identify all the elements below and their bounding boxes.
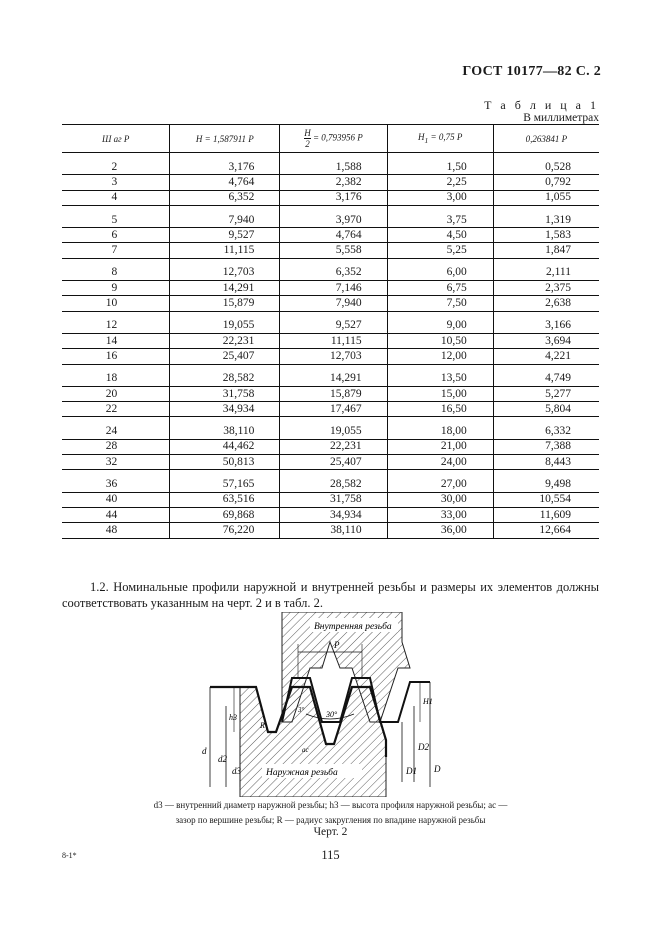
table-row <box>62 333 599 348</box>
table-cell: 19,055 <box>280 424 387 439</box>
table-row <box>62 319 599 334</box>
table-cell: 7,146 <box>280 281 387 296</box>
spacer-cell <box>493 364 599 372</box>
table-cell: 11,115 <box>280 333 387 348</box>
table-cell: 44,462 <box>170 439 280 454</box>
table-cell: 38,110 <box>170 424 280 439</box>
table-cell: 16 <box>62 349 170 364</box>
table-cell: 28 <box>62 439 170 454</box>
spacer-cell <box>62 311 170 319</box>
spacer-cell <box>170 153 280 161</box>
table-cell: 24 <box>62 424 170 439</box>
spacer-cell <box>493 311 599 319</box>
table-cell: 6,75 <box>387 281 493 296</box>
table-cell: 2,25 <box>387 175 493 190</box>
table-row <box>62 402 599 417</box>
table-cell: 3,166 <box>493 319 599 334</box>
dim-R: R <box>260 721 265 730</box>
table-cell: 48 <box>62 523 170 538</box>
table-cell: 8,443 <box>493 455 599 470</box>
table-cell: 38,110 <box>280 523 387 538</box>
table-cell: 10 <box>62 296 170 311</box>
document-reference: ГОСТ 10177—82 С. 2 <box>462 64 601 79</box>
table-cell: 22,231 <box>280 439 387 454</box>
angle-30: 30° <box>326 710 338 719</box>
spacer-cell <box>387 311 493 319</box>
table-row <box>62 507 599 522</box>
table-cell: 18,00 <box>387 424 493 439</box>
table-row <box>62 296 599 311</box>
table-cell: 3,694 <box>493 333 599 348</box>
table-row <box>62 372 599 387</box>
spacer-cell <box>170 417 280 425</box>
dim-d: d <box>202 746 207 756</box>
spacer-cell <box>170 311 280 319</box>
table-cell: 5,277 <box>493 386 599 401</box>
table-cell: 1,50 <box>387 160 493 175</box>
table-cell: 5,804 <box>493 402 599 417</box>
fraction: $\frac{H}{2}$ <box>304 128 311 149</box>
spacer-cell <box>62 153 170 161</box>
table-cell: 18 <box>62 372 170 387</box>
spacer-cell <box>280 258 387 266</box>
spacer-cell <box>280 364 387 372</box>
table-cell: 21,00 <box>387 439 493 454</box>
spacer-cell <box>493 205 599 213</box>
table-row <box>62 190 599 205</box>
table-cell: 34,934 <box>170 402 280 417</box>
table-cell: 3,176 <box>280 190 387 205</box>
table-cell: 16,50 <box>387 402 493 417</box>
spacer-cell <box>62 364 170 372</box>
spacer-cell <box>170 205 280 213</box>
group-spacer <box>62 364 599 372</box>
table-cell: 4,50 <box>387 228 493 243</box>
table-title: Т а б л и ц а 1 <box>484 98 599 112</box>
spacer-cell <box>170 364 280 372</box>
table-cell: 15,00 <box>387 386 493 401</box>
table-cell: 31,758 <box>280 492 387 507</box>
table-cell: 7,940 <box>170 213 280 228</box>
table-cell: 30,00 <box>387 492 493 507</box>
table-cell: 4,764 <box>170 175 280 190</box>
table-cell: 9 <box>62 281 170 296</box>
table-cell: 25,407 <box>280 455 387 470</box>
pitch-label: P <box>334 640 340 650</box>
table-row <box>62 386 599 401</box>
spacer-cell <box>493 153 599 161</box>
table-cell: 6 <box>62 228 170 243</box>
table-cell: 50,813 <box>170 455 280 470</box>
spacer-cell <box>62 470 170 478</box>
table-cell: 1,055 <box>493 190 599 205</box>
table-cell: 4,764 <box>280 228 387 243</box>
table-cell: 10,50 <box>387 333 493 348</box>
table-cell: 4 <box>62 190 170 205</box>
paragraph-1-2: 1.2. Номинальные профили наружной и внутренней резьбы и размеры их элементов должны соответствовать указанным на черт. 2 и в табл. 2. <box>62 580 599 610</box>
dim-D: D <box>434 764 441 774</box>
table-cell: 9,527 <box>170 228 280 243</box>
table-cell: 3,75 <box>387 213 493 228</box>
table-cell: 5 <box>62 213 170 228</box>
table-cell: 24,00 <box>387 455 493 470</box>
table-cell: 12,664 <box>493 523 599 538</box>
col-header-coefficient: 0,263841 P <box>493 125 599 153</box>
spacer-cell <box>387 364 493 372</box>
spacer-cell <box>493 470 599 478</box>
dim-H1: H1 <box>423 697 433 706</box>
table-cell: 34,934 <box>280 507 387 522</box>
spacer-cell <box>280 311 387 319</box>
table-cell: 9,498 <box>493 477 599 492</box>
table-cell: 3,176 <box>170 160 280 175</box>
table-cell: 13,50 <box>387 372 493 387</box>
table-cell: 28,582 <box>280 477 387 492</box>
table-row <box>62 424 599 439</box>
table-cell: 14 <box>62 333 170 348</box>
table-cell: 44 <box>62 507 170 522</box>
table-cell: 12,703 <box>170 266 280 281</box>
spacer-cell <box>170 470 280 478</box>
footmark: 8-1* <box>62 851 77 860</box>
table-cell: 0,792 <box>493 175 599 190</box>
dim-d3: d3 <box>232 766 241 776</box>
table-row <box>62 160 599 175</box>
table-row <box>62 266 599 281</box>
angle-3: 3° <box>298 706 305 714</box>
group-spacer <box>62 205 599 213</box>
table-cell: 63,516 <box>170 492 280 507</box>
dim-h3: h3 <box>229 713 237 722</box>
table-cell: 36,00 <box>387 523 493 538</box>
group-spacer <box>62 258 599 266</box>
table-cell: 7,388 <box>493 439 599 454</box>
table-cell: 9,00 <box>387 319 493 334</box>
table-cell: 33,00 <box>387 507 493 522</box>
group-spacer <box>62 470 599 478</box>
table-cell: 25,407 <box>170 349 280 364</box>
table-cell: 27,00 <box>387 477 493 492</box>
dim-ac: ac <box>302 746 309 754</box>
table-cell: 6,00 <box>387 266 493 281</box>
spacer-cell <box>280 153 387 161</box>
col-header-h1: $H_1 = 0,75$ P <box>387 125 493 153</box>
table-cell: 11,609 <box>493 507 599 522</box>
table-cell: 4,221 <box>493 349 599 364</box>
table-cell: 20 <box>62 386 170 401</box>
table-cell: 22,231 <box>170 333 280 348</box>
table-cell: 2 <box>62 160 170 175</box>
table-cell: 12,00 <box>387 349 493 364</box>
table-cell: 7,50 <box>387 296 493 311</box>
thread-dimensions-table <box>62 124 599 539</box>
table-cell: 40 <box>62 492 170 507</box>
group-spacer <box>62 417 599 425</box>
table-cell: 10,554 <box>493 492 599 507</box>
table-cell: 1,319 <box>493 213 599 228</box>
page-number: 115 <box>321 848 340 862</box>
table-cell: 14,291 <box>280 372 387 387</box>
table-cell: 3,970 <box>280 213 387 228</box>
table-cell: 3,00 <box>387 190 493 205</box>
table-cell: 19,055 <box>170 319 280 334</box>
table-cell: 6,352 <box>280 266 387 281</box>
table-cell: 76,220 <box>170 523 280 538</box>
table-cell: 0,528 <box>493 160 599 175</box>
table-cell: 12,703 <box>280 349 387 364</box>
spacer-cell <box>387 470 493 478</box>
table-cell: 57,165 <box>170 477 280 492</box>
table-cell: 6,332 <box>493 424 599 439</box>
table-cell: 14,291 <box>170 281 280 296</box>
dim-d2: d2 <box>218 754 227 764</box>
spacer-cell <box>387 153 493 161</box>
table-row <box>62 243 599 258</box>
table-cell: 2,638 <box>493 296 599 311</box>
table-body <box>62 153 599 539</box>
table-cell: 5,558 <box>280 243 387 258</box>
spacer-cell <box>62 205 170 213</box>
table-row <box>62 492 599 507</box>
table-cell: 2,111 <box>493 266 599 281</box>
table-row <box>62 523 599 538</box>
spacer-cell <box>170 258 280 266</box>
table-cell: 17,467 <box>280 402 387 417</box>
table-cell: 1,847 <box>493 243 599 258</box>
table-cell: 3 <box>62 175 170 190</box>
table-cell: 28,582 <box>170 372 280 387</box>
table-cell: 22 <box>62 402 170 417</box>
spacer-cell <box>493 258 599 266</box>
table-cell: 1,588 <box>280 160 387 175</box>
external-thread-label: Наружная резьба <box>266 768 338 778</box>
spacer-cell <box>280 417 387 425</box>
spacer-cell <box>387 417 493 425</box>
table-row <box>62 439 599 454</box>
table-cell: 9,527 <box>280 319 387 334</box>
internal-thread-label: Внутренняя резьба <box>314 622 392 632</box>
table-cell: 7 <box>62 243 170 258</box>
table-header-row <box>62 125 599 153</box>
thread-profile-drawing <box>180 612 470 797</box>
table-row <box>62 477 599 492</box>
table-cell: 4,749 <box>493 372 599 387</box>
table-cell: 8 <box>62 266 170 281</box>
table-cell: 2,382 <box>280 175 387 190</box>
table-cell: 15,879 <box>170 296 280 311</box>
table-cell: 11,115 <box>170 243 280 258</box>
table-row <box>62 349 599 364</box>
table-cell: 31,758 <box>170 386 280 401</box>
table-cell: 12 <box>62 319 170 334</box>
table-row <box>62 213 599 228</box>
dim-D1: D1 <box>406 766 417 776</box>
table-cell: 2,375 <box>493 281 599 296</box>
spacer-cell <box>62 258 170 266</box>
table-units: В миллиметрах <box>523 112 599 124</box>
table-row <box>62 455 599 470</box>
table-cell: 32 <box>62 455 170 470</box>
spacer-cell <box>280 205 387 213</box>
figure-caption: d3 — внутренний диаметр наружной резьбы; h3 — высота профиля наружной резьбы; ac — зазор по вершине резьбы; R — радиус закругления по впадине наружной резьбы <box>153 800 508 825</box>
spacer-cell <box>280 470 387 478</box>
spacer-cell <box>387 258 493 266</box>
external-thread-profile <box>240 687 386 797</box>
col-header-h: H = 1,587911 P <box>170 125 280 153</box>
table-cell: 69,868 <box>170 507 280 522</box>
col-header-h-half: $\frac{H}{2}$ = 0,793956 P <box>280 125 387 153</box>
figure-label: Черт. 2 <box>313 826 348 838</box>
table-cell: 1,583 <box>493 228 599 243</box>
dim-D2: D2 <box>418 742 429 752</box>
spacer-cell <box>387 205 493 213</box>
table-cell: 5,25 <box>387 243 493 258</box>
table-row <box>62 281 599 296</box>
table-cell: 6,352 <box>170 190 280 205</box>
table-cell: 15,879 <box>280 386 387 401</box>
col-header-pitch: Ш аг P <box>62 125 170 153</box>
spacer-cell <box>493 417 599 425</box>
spacer-cell <box>62 417 170 425</box>
group-spacer <box>62 311 599 319</box>
table-cell: 36 <box>62 477 170 492</box>
group-spacer <box>62 153 599 161</box>
table-row <box>62 228 599 243</box>
table-cell: 7,940 <box>280 296 387 311</box>
table-row <box>62 175 599 190</box>
